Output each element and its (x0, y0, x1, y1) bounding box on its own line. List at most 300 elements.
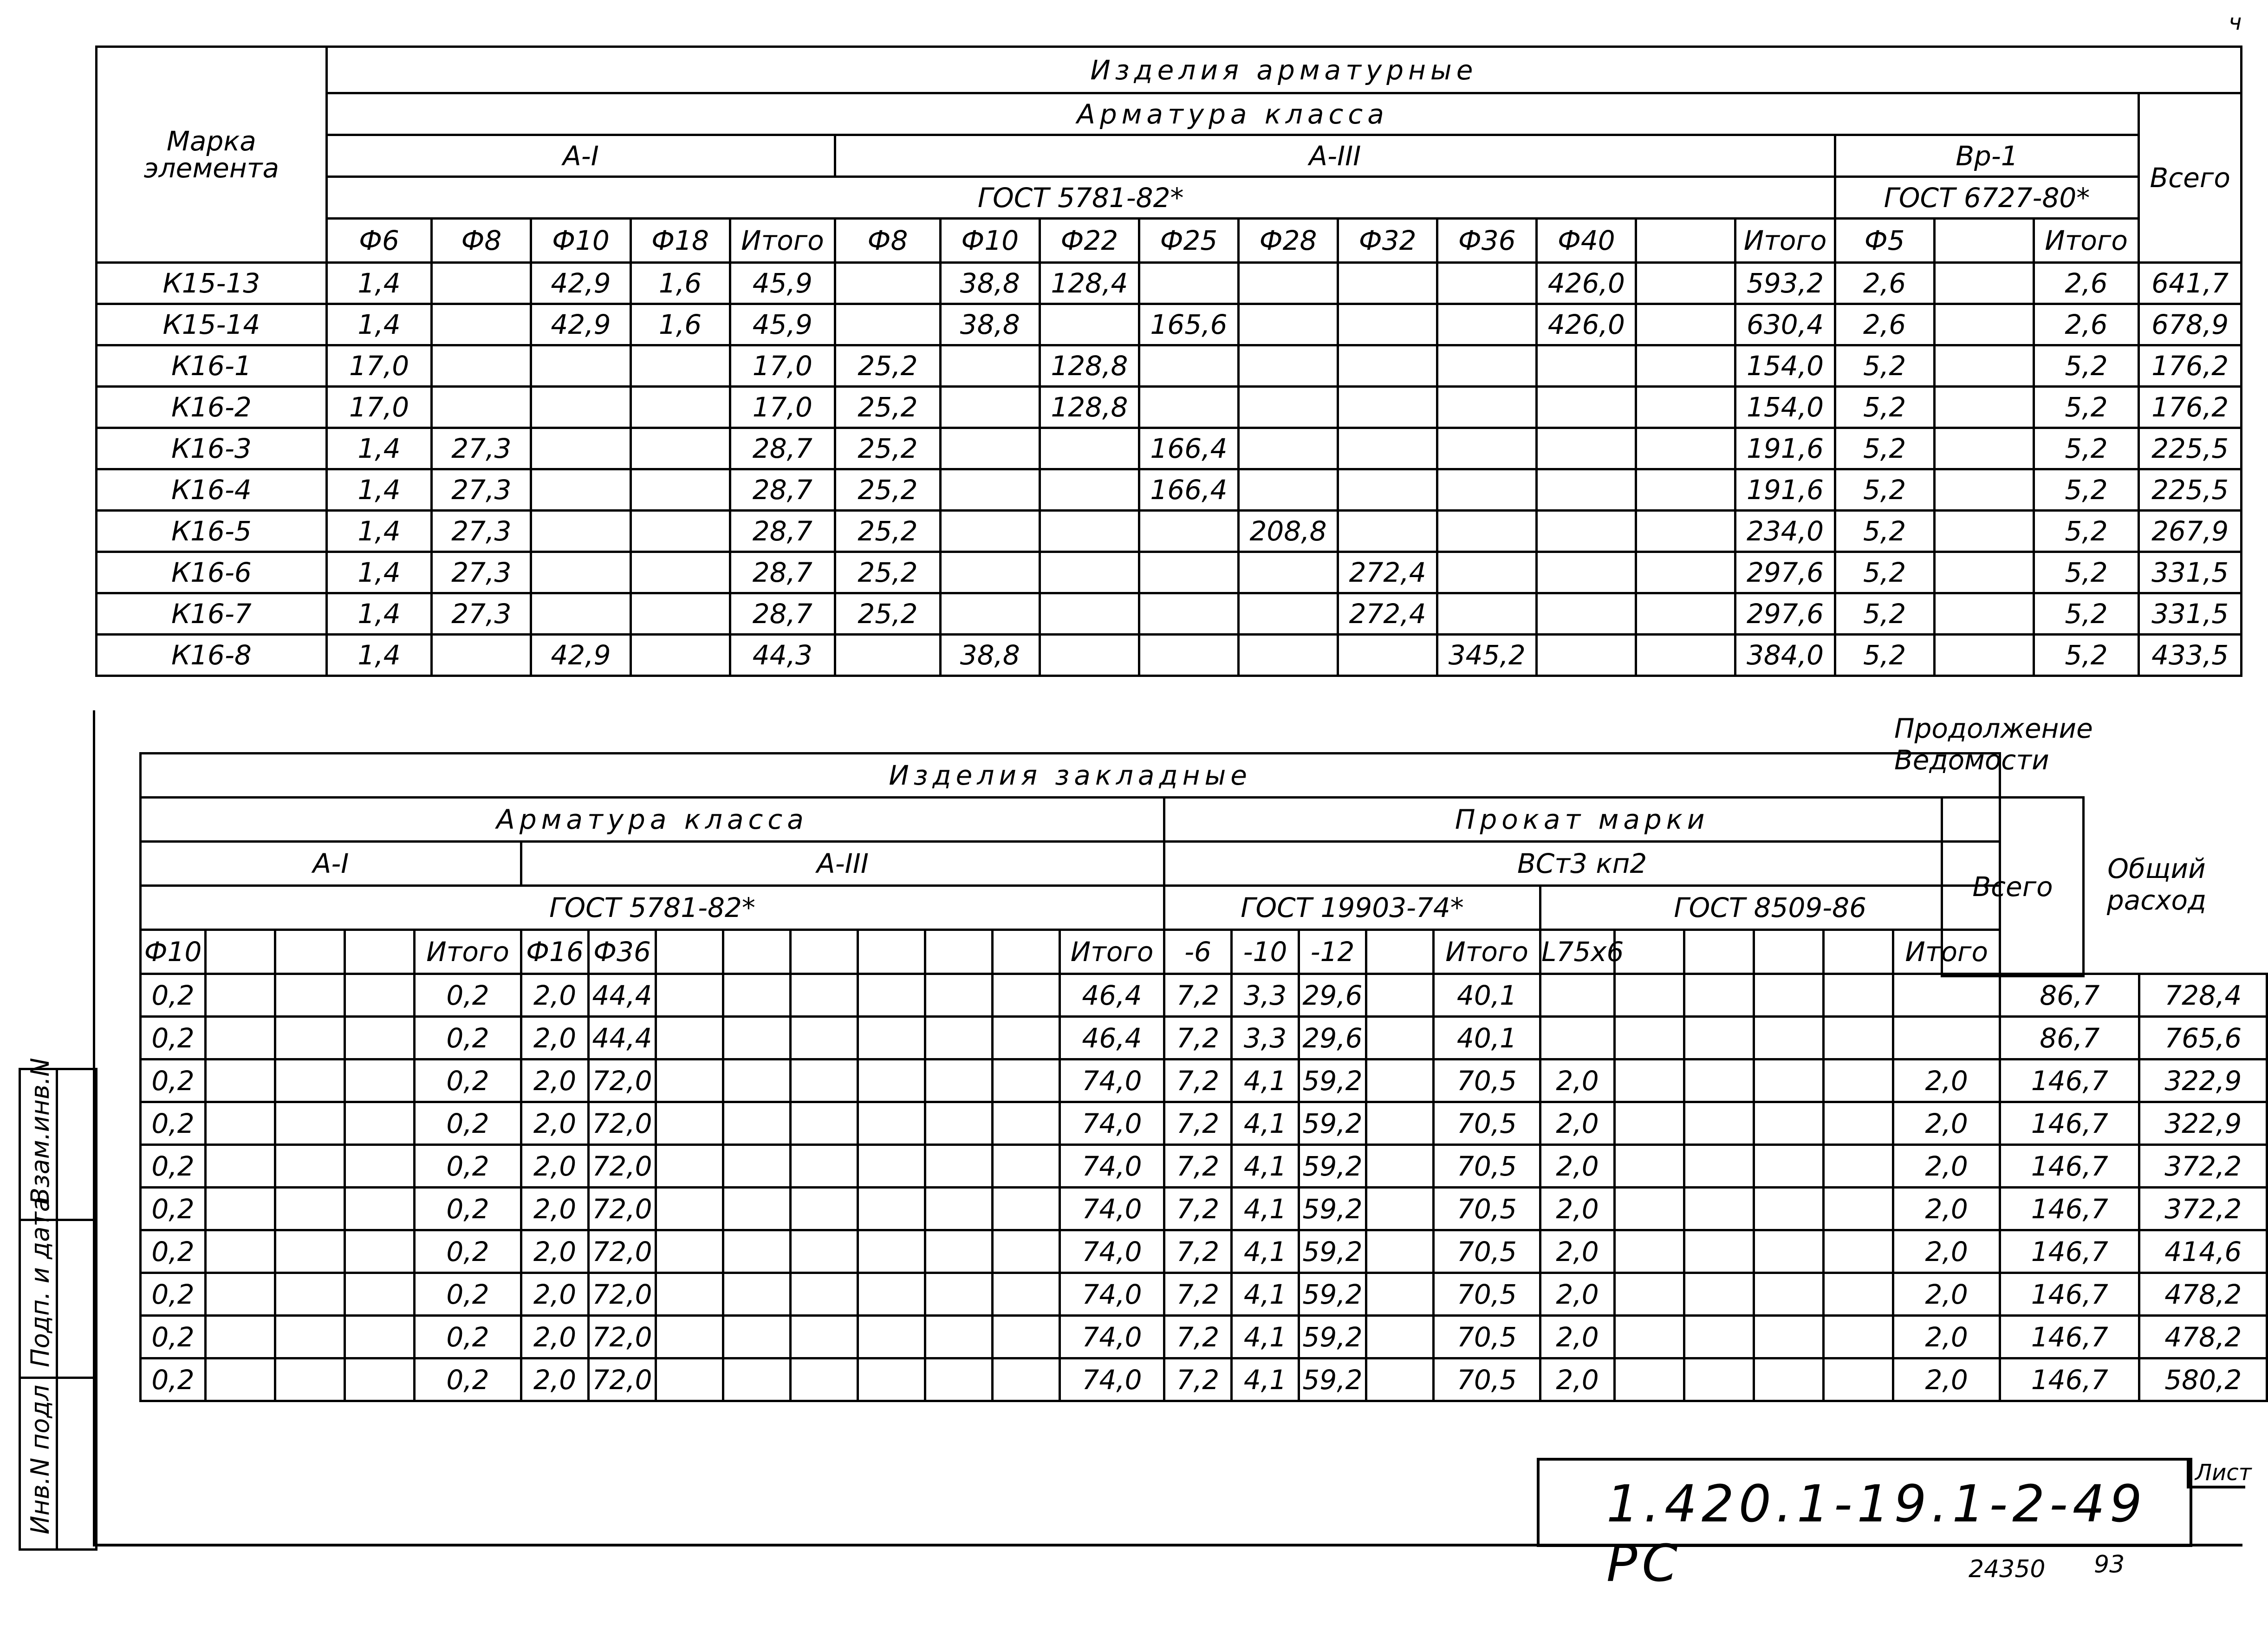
table1-cell (1636, 345, 1735, 387)
table2-cell: 74,0 (1060, 1273, 1164, 1316)
table1-cell: 384,0 (1735, 635, 1835, 676)
table1-cell (1239, 593, 1338, 635)
table1-cell (1636, 428, 1735, 469)
table1-cell (1040, 469, 1139, 511)
table2-subheader-cell (858, 930, 925, 974)
table1-cell: 27,3 (432, 428, 531, 469)
table1-cell (1636, 304, 1735, 345)
table2-cell (791, 1145, 858, 1188)
table2-cell: 2,0 (1540, 1188, 1615, 1230)
element-mark-cell: К16-2 (97, 387, 327, 428)
table2-cell: 29,6 (1299, 1017, 1366, 1059)
table2-cell: 44,4 (589, 1017, 656, 1059)
table1-cell: 28,7 (730, 593, 835, 635)
table1-cell (1338, 469, 1437, 511)
table1-group-bp1: Вр-1 (1835, 135, 2139, 177)
side-stamp-label-1: Взам.инв.N (26, 1058, 55, 1205)
table2-cell: 2,0 (521, 1273, 589, 1316)
table2-cell: 59,2 (1299, 1102, 1366, 1145)
side-stamp-divider (21, 1219, 95, 1221)
table1-subheader-cell: Ф8 (835, 219, 941, 263)
table2-cell: 322,9 (2139, 1102, 2267, 1145)
table1-cell (1636, 511, 1735, 552)
table1-cell (1437, 345, 1537, 387)
table2-cell: 2,0 (1540, 1316, 1615, 1358)
table1-cell (1239, 345, 1338, 387)
table1-cell (432, 263, 531, 304)
table2-cell: 70,5 (1434, 1188, 1540, 1230)
table1-cell: 27,3 (432, 469, 531, 511)
table1-cell (1934, 428, 2034, 469)
table1-cell (1636, 593, 1735, 635)
table2-cell: 372,2 (2139, 1145, 2267, 1188)
table1-cell (1139, 552, 1238, 593)
table2-cell (206, 1188, 275, 1230)
table2-subheader-cell: Итого (415, 930, 521, 974)
table1-row (97, 552, 2242, 593)
continuation-note: Продолжение Ведомости (1894, 713, 2093, 776)
table1-cell: 44,3 (730, 635, 835, 676)
table1-cell: 45,9 (730, 263, 835, 304)
table1-gost-a: ГОСТ 5781-82* (326, 177, 1835, 219)
table1-cell: 5,2 (1835, 345, 1934, 387)
table1-row (97, 304, 2242, 345)
table2-cell: 59,2 (1299, 1230, 1366, 1273)
table1-cell: 25,2 (835, 387, 941, 428)
table2-cell (656, 1059, 723, 1102)
table2-cell: 146,7 (2000, 1188, 2139, 1230)
element-mark-cell: К16-5 (97, 511, 327, 552)
table2-cell (858, 1358, 925, 1401)
table1-row (97, 593, 2242, 635)
table2-cell: 7,2 (1164, 1358, 1232, 1401)
table2-cell (1893, 1017, 2000, 1059)
table1-cell (432, 387, 531, 428)
table2-cell: 44,4 (589, 974, 656, 1017)
table2-cell: 72,0 (589, 1188, 656, 1230)
table2-cell (1366, 1230, 1434, 1273)
table2-cell (925, 1316, 993, 1358)
table1-cell (1338, 304, 1437, 345)
table2-cell: 728,4 (2139, 974, 2267, 1017)
table2-row (141, 1102, 2267, 1145)
table2-cell (1615, 974, 1684, 1017)
table1-cell (531, 552, 630, 593)
table2-cell: 0,2 (141, 974, 206, 1017)
table2-subheader-cell (1824, 930, 1893, 974)
table2-cell: 2,0 (1540, 1230, 1615, 1273)
table1-cell: 1,4 (326, 304, 432, 345)
table2-cell: 3,3 (1232, 1017, 1299, 1059)
table1-cell: 1,4 (326, 552, 432, 593)
table2-cell: 0,2 (415, 974, 521, 1017)
table1-subheader-cell: Ф5 (1835, 219, 1934, 263)
table1-cell (1537, 593, 1636, 635)
table2-class-label: Арматура класса (141, 798, 1164, 842)
table2-row (141, 1145, 2267, 1188)
table2-cell (1366, 1188, 1434, 1230)
table1-cell (1139, 511, 1238, 552)
table1-cell (1537, 387, 1636, 428)
table1-cell (835, 635, 941, 676)
table1-cell: 17,0 (730, 387, 835, 428)
table1-cell (1537, 469, 1636, 511)
table2-cell (345, 1230, 415, 1273)
table2-total-header: Всего (1941, 796, 2085, 977)
table2-cell (925, 1188, 993, 1230)
table2-subheader-cell (925, 930, 993, 974)
reinforcement-products-table (95, 45, 2242, 677)
table2-cell: 74,0 (1060, 1230, 1164, 1273)
table2-cell: 70,5 (1434, 1059, 1540, 1102)
table2-cell: 70,5 (1434, 1102, 1540, 1145)
table1-cell: 5,2 (1835, 428, 1934, 469)
table2-subheader-cell (1366, 930, 1434, 974)
table1-cell: 2,6 (2034, 263, 2139, 304)
table1-cell: 331,5 (2139, 552, 2242, 593)
table1-body (97, 263, 2242, 676)
table2-cell: 0,2 (141, 1145, 206, 1188)
table2-cell (723, 974, 791, 1017)
table2-cell (1366, 1316, 1434, 1358)
table2-cell: 0,2 (141, 1316, 206, 1358)
table1-cell: 28,7 (730, 469, 835, 511)
table2-cell (656, 1102, 723, 1145)
table1-cell: 225,5 (2139, 428, 2242, 469)
table1-cell: 25,2 (835, 511, 941, 552)
table2-cell: 72,0 (589, 1358, 656, 1401)
table2-cell: 74,0 (1060, 1188, 1164, 1230)
table2-cell: 74,0 (1060, 1102, 1164, 1145)
table2-cell (858, 974, 925, 1017)
table2-cell: 4,1 (1232, 1358, 1299, 1401)
table2-cell: 0,2 (141, 1273, 206, 1316)
table2-cell (723, 1188, 791, 1230)
table2-cell (791, 1059, 858, 1102)
table2-cell: 146,7 (2000, 1145, 2139, 1188)
table1-cell: 5,2 (2034, 387, 2139, 428)
table2-cell (993, 1273, 1060, 1316)
table2-cell (791, 1188, 858, 1230)
table1-cell (432, 304, 531, 345)
table1-cell (1338, 345, 1437, 387)
table1-cell (1040, 635, 1139, 676)
table1-cell (1239, 263, 1338, 304)
table2-body (141, 974, 2267, 1401)
table2-cell (275, 1059, 345, 1102)
table1-cell (1934, 345, 2034, 387)
table2-cell (1615, 1145, 1684, 1188)
table1-cell: 5,2 (1835, 593, 1934, 635)
table1-cell: 191,6 (1735, 469, 1835, 511)
table2-cell (275, 1273, 345, 1316)
table2-cell (1366, 974, 1434, 1017)
table2-row (141, 1358, 2267, 1401)
table1-subheader-cell: Ф10 (940, 219, 1040, 263)
table1-cell: 5,2 (1835, 469, 1934, 511)
table1-row (97, 469, 2242, 511)
table1-cell (1040, 304, 1139, 345)
table2-cell: 2,0 (1893, 1059, 2000, 1102)
table1-cell (1338, 263, 1437, 304)
table2-cell (345, 1017, 415, 1059)
table1-cell: 641,7 (2139, 263, 2242, 304)
table1-subheader-cell: Ф25 (1139, 219, 1238, 263)
table2-cell: 0,2 (415, 1358, 521, 1401)
table2-gost-8509: ГОСТ 8509-86 (1540, 886, 2000, 930)
table2-cell (656, 1358, 723, 1401)
table1-cell: 5,2 (2034, 593, 2139, 635)
table2-cell (345, 1188, 415, 1230)
table1-cell: 17,0 (326, 387, 432, 428)
table1-cell (1636, 552, 1735, 593)
table2-cell: 72,0 (589, 1273, 656, 1316)
table2-cell (1684, 1273, 1754, 1316)
table1-cell: 297,6 (1735, 552, 1835, 593)
table2-cell (1824, 1316, 1893, 1358)
table2-cell: 7,2 (1164, 1145, 1232, 1188)
table2-cell: 86,7 (2000, 974, 2139, 1017)
table2-cell: 0,2 (415, 1188, 521, 1230)
table2-cell (791, 1102, 858, 1145)
table1-cell (1139, 345, 1238, 387)
table1-cell (1934, 263, 2034, 304)
table2-cell (275, 1145, 345, 1188)
table1-row (97, 345, 2242, 387)
table1-cell: 28,7 (730, 428, 835, 469)
table1-cell: 2,6 (1835, 304, 1934, 345)
table2-cell: 414,6 (2139, 1230, 2267, 1273)
table2-cell: 478,2 (2139, 1316, 2267, 1358)
table2-cell: 2,0 (1893, 1102, 2000, 1145)
table2-cell: 2,0 (521, 1188, 589, 1230)
table2-cell (993, 1059, 1060, 1102)
table2-cell (993, 1102, 1060, 1145)
table1-cell (630, 469, 730, 511)
table1-cell (1437, 469, 1537, 511)
table2-cell: 46,4 (1060, 1017, 1164, 1059)
table2-cell (1824, 1059, 1893, 1102)
table2-cell (656, 1230, 723, 1273)
table2-cell (723, 1273, 791, 1316)
table1-cell (630, 387, 730, 428)
table2-cell (723, 1059, 791, 1102)
table2-cell: 7,2 (1164, 1059, 1232, 1102)
table2-cell: 74,0 (1060, 1316, 1164, 1358)
table2-cell (656, 1316, 723, 1358)
table1-cell (1636, 635, 1735, 676)
table2-cell: 2,0 (1540, 1273, 1615, 1316)
table1-subheader-cell: Ф36 (1437, 219, 1537, 263)
table2-cell (925, 1230, 993, 1273)
table2-row (141, 1188, 2267, 1230)
table1-subheader-cell: Ф40 (1537, 219, 1636, 263)
table1-cell (940, 387, 1040, 428)
table2-cell: 0,2 (415, 1145, 521, 1188)
table2-cell (1540, 974, 1615, 1017)
sheet-label: Лист (2195, 1460, 2252, 1486)
table1-cell (835, 263, 941, 304)
table2-cell: 2,0 (1540, 1059, 1615, 1102)
table1-cell: 128,8 (1040, 345, 1139, 387)
table1-cell (1934, 552, 2034, 593)
table1-cell: 1,6 (630, 304, 730, 345)
table2-cell (345, 1273, 415, 1316)
table2-cell (723, 1316, 791, 1358)
table1-cell (1437, 552, 1537, 593)
table2-cell (791, 1316, 858, 1358)
table2-cell: 2,0 (1540, 1358, 1615, 1401)
table1-cell: 5,2 (2034, 552, 2139, 593)
table2-cell (275, 1188, 345, 1230)
table1-cell: 5,2 (1835, 387, 1934, 428)
table2-cell (206, 1102, 275, 1145)
table1-gost-bp: ГОСТ 6727-80* (1835, 177, 2139, 219)
table2-cell: 0,2 (141, 1188, 206, 1230)
table1-cell (940, 428, 1040, 469)
table2-cell: 40,1 (1434, 974, 1540, 1017)
table2-cell: 72,0 (589, 1230, 656, 1273)
table2-cell: 46,4 (1060, 974, 1164, 1017)
table2-cell: 322,9 (2139, 1059, 2267, 1102)
table1-cell (940, 469, 1040, 511)
table2-cell: 7,2 (1164, 1230, 1232, 1273)
table2-subheader-cell: -6 (1164, 930, 1232, 974)
table1-cell: 128,4 (1040, 263, 1139, 304)
table2-cell (345, 974, 415, 1017)
table2-cell: 59,2 (1299, 1059, 1366, 1102)
table2-cell: 2,0 (1540, 1145, 1615, 1188)
table2-cell (1754, 1059, 1824, 1102)
table1-cell: 38,8 (940, 263, 1040, 304)
table2-cell: 72,0 (589, 1316, 656, 1358)
table1-cell: 630,4 (1735, 304, 1835, 345)
table1-cell: 27,3 (432, 511, 531, 552)
table2-cell (345, 1145, 415, 1188)
table2-row (141, 1230, 2267, 1273)
table2-subheader-cell (993, 930, 1060, 974)
table2-gost-a: ГОСТ 5781-82* (141, 886, 1164, 930)
table2-subheader-cell: Итого (1060, 930, 1164, 974)
table2-cell: 72,0 (589, 1145, 656, 1188)
table2-cell (275, 1316, 345, 1358)
table2-cell (1366, 1145, 1434, 1188)
table2-cell (1684, 1145, 1754, 1188)
table2-cell (858, 1188, 925, 1230)
table1-cell: 225,5 (2139, 469, 2242, 511)
table1-cell (1139, 387, 1238, 428)
table2-cell: 2,0 (1893, 1316, 2000, 1358)
table2-cell (1615, 1316, 1684, 1358)
table2-cell (345, 1316, 415, 1358)
table2-cell (1824, 1102, 1893, 1145)
table1-cell: 5,2 (1835, 552, 1934, 593)
table1-cell (940, 345, 1040, 387)
table2-cell (791, 1358, 858, 1401)
table2-subheader-cell (656, 930, 723, 974)
table1-cell: 28,7 (730, 511, 835, 552)
element-mark-cell: К16-6 (97, 552, 327, 593)
table2-cell (1754, 1102, 1824, 1145)
table2-cell (993, 1358, 1060, 1401)
table1-cell (630, 552, 730, 593)
table1-cell: 165,6 (1139, 304, 1238, 345)
table2-cell (925, 1145, 993, 1188)
table1-cell: 331,5 (2139, 593, 2242, 635)
table1-cell: 208,8 (1239, 511, 1338, 552)
table2-steel-grade: ВСт3 кп2 (1164, 842, 2000, 886)
table2-title: Изделия закладные (141, 754, 2000, 798)
table1-cell (940, 511, 1040, 552)
table2-cell (1754, 1017, 1824, 1059)
table2-row (141, 1059, 2267, 1102)
table1-cell (531, 428, 630, 469)
table2-cell (858, 1145, 925, 1188)
table1-cell: 234,0 (1735, 511, 1835, 552)
table2-cell (1684, 1017, 1754, 1059)
table2-cell: 7,2 (1164, 1273, 1232, 1316)
table2-cell: 2,0 (521, 1230, 589, 1273)
table2-cell: 2,0 (1893, 1230, 2000, 1273)
table1-cell: 25,2 (835, 552, 941, 593)
table2-cell: 146,7 (2000, 1273, 2139, 1316)
table2-cell (1615, 1358, 1684, 1401)
table2-cell: 146,7 (2000, 1316, 2139, 1358)
table2-subheader-cell: Ф36 (589, 930, 656, 974)
table2-cell (656, 1145, 723, 1188)
table2-cell (791, 1273, 858, 1316)
table2-cell: 0,2 (415, 1017, 521, 1059)
table2-cell (1824, 1017, 1893, 1059)
table2-cell (275, 1230, 345, 1273)
corner-mark: ч (2229, 9, 2242, 35)
table1-subheader-cell: Ф10 (531, 219, 630, 263)
table2-rolled-label: Прокат марки (1164, 798, 2000, 842)
table2-cell: 2,0 (1893, 1273, 2000, 1316)
table1-cell: 1,4 (326, 635, 432, 676)
table1-row (97, 263, 2242, 304)
element-mark-cell: К16-1 (97, 345, 327, 387)
table2-cell (925, 1017, 993, 1059)
table2-subheader-cell (206, 930, 275, 974)
table2-cell (1684, 1188, 1754, 1230)
table1-cell: 1,4 (326, 511, 432, 552)
table2-cell (1684, 1059, 1754, 1102)
table2-cell (925, 1358, 993, 1401)
table2-cell (206, 1230, 275, 1273)
table2-cell (993, 1188, 1060, 1230)
table2-cell: 59,2 (1299, 1145, 1366, 1188)
table2-cell: 7,2 (1164, 1316, 1232, 1358)
table1-cell: 5,2 (2034, 428, 2139, 469)
table2-cell (858, 1102, 925, 1145)
element-mark-cell: К16-3 (97, 428, 327, 469)
table2-cell: 4,1 (1232, 1273, 1299, 1316)
table2-cell: 0,2 (415, 1102, 521, 1145)
table1-cell: 17,0 (326, 345, 432, 387)
table1-cell (1338, 387, 1437, 428)
table1-cell: 154,0 (1735, 387, 1835, 428)
table2-subheader-cell: -12 (1299, 930, 1366, 974)
table2-cell: 70,5 (1434, 1273, 1540, 1316)
table1-cell: 25,2 (835, 593, 941, 635)
table1-subheader-cell: Итого (730, 219, 835, 263)
table1-cell (432, 345, 531, 387)
table1-cell: 1,4 (326, 469, 432, 511)
table1-cell (432, 635, 531, 676)
table2-subheader-cell: L75x6 (1540, 930, 1615, 974)
table1-cell (1934, 304, 2034, 345)
